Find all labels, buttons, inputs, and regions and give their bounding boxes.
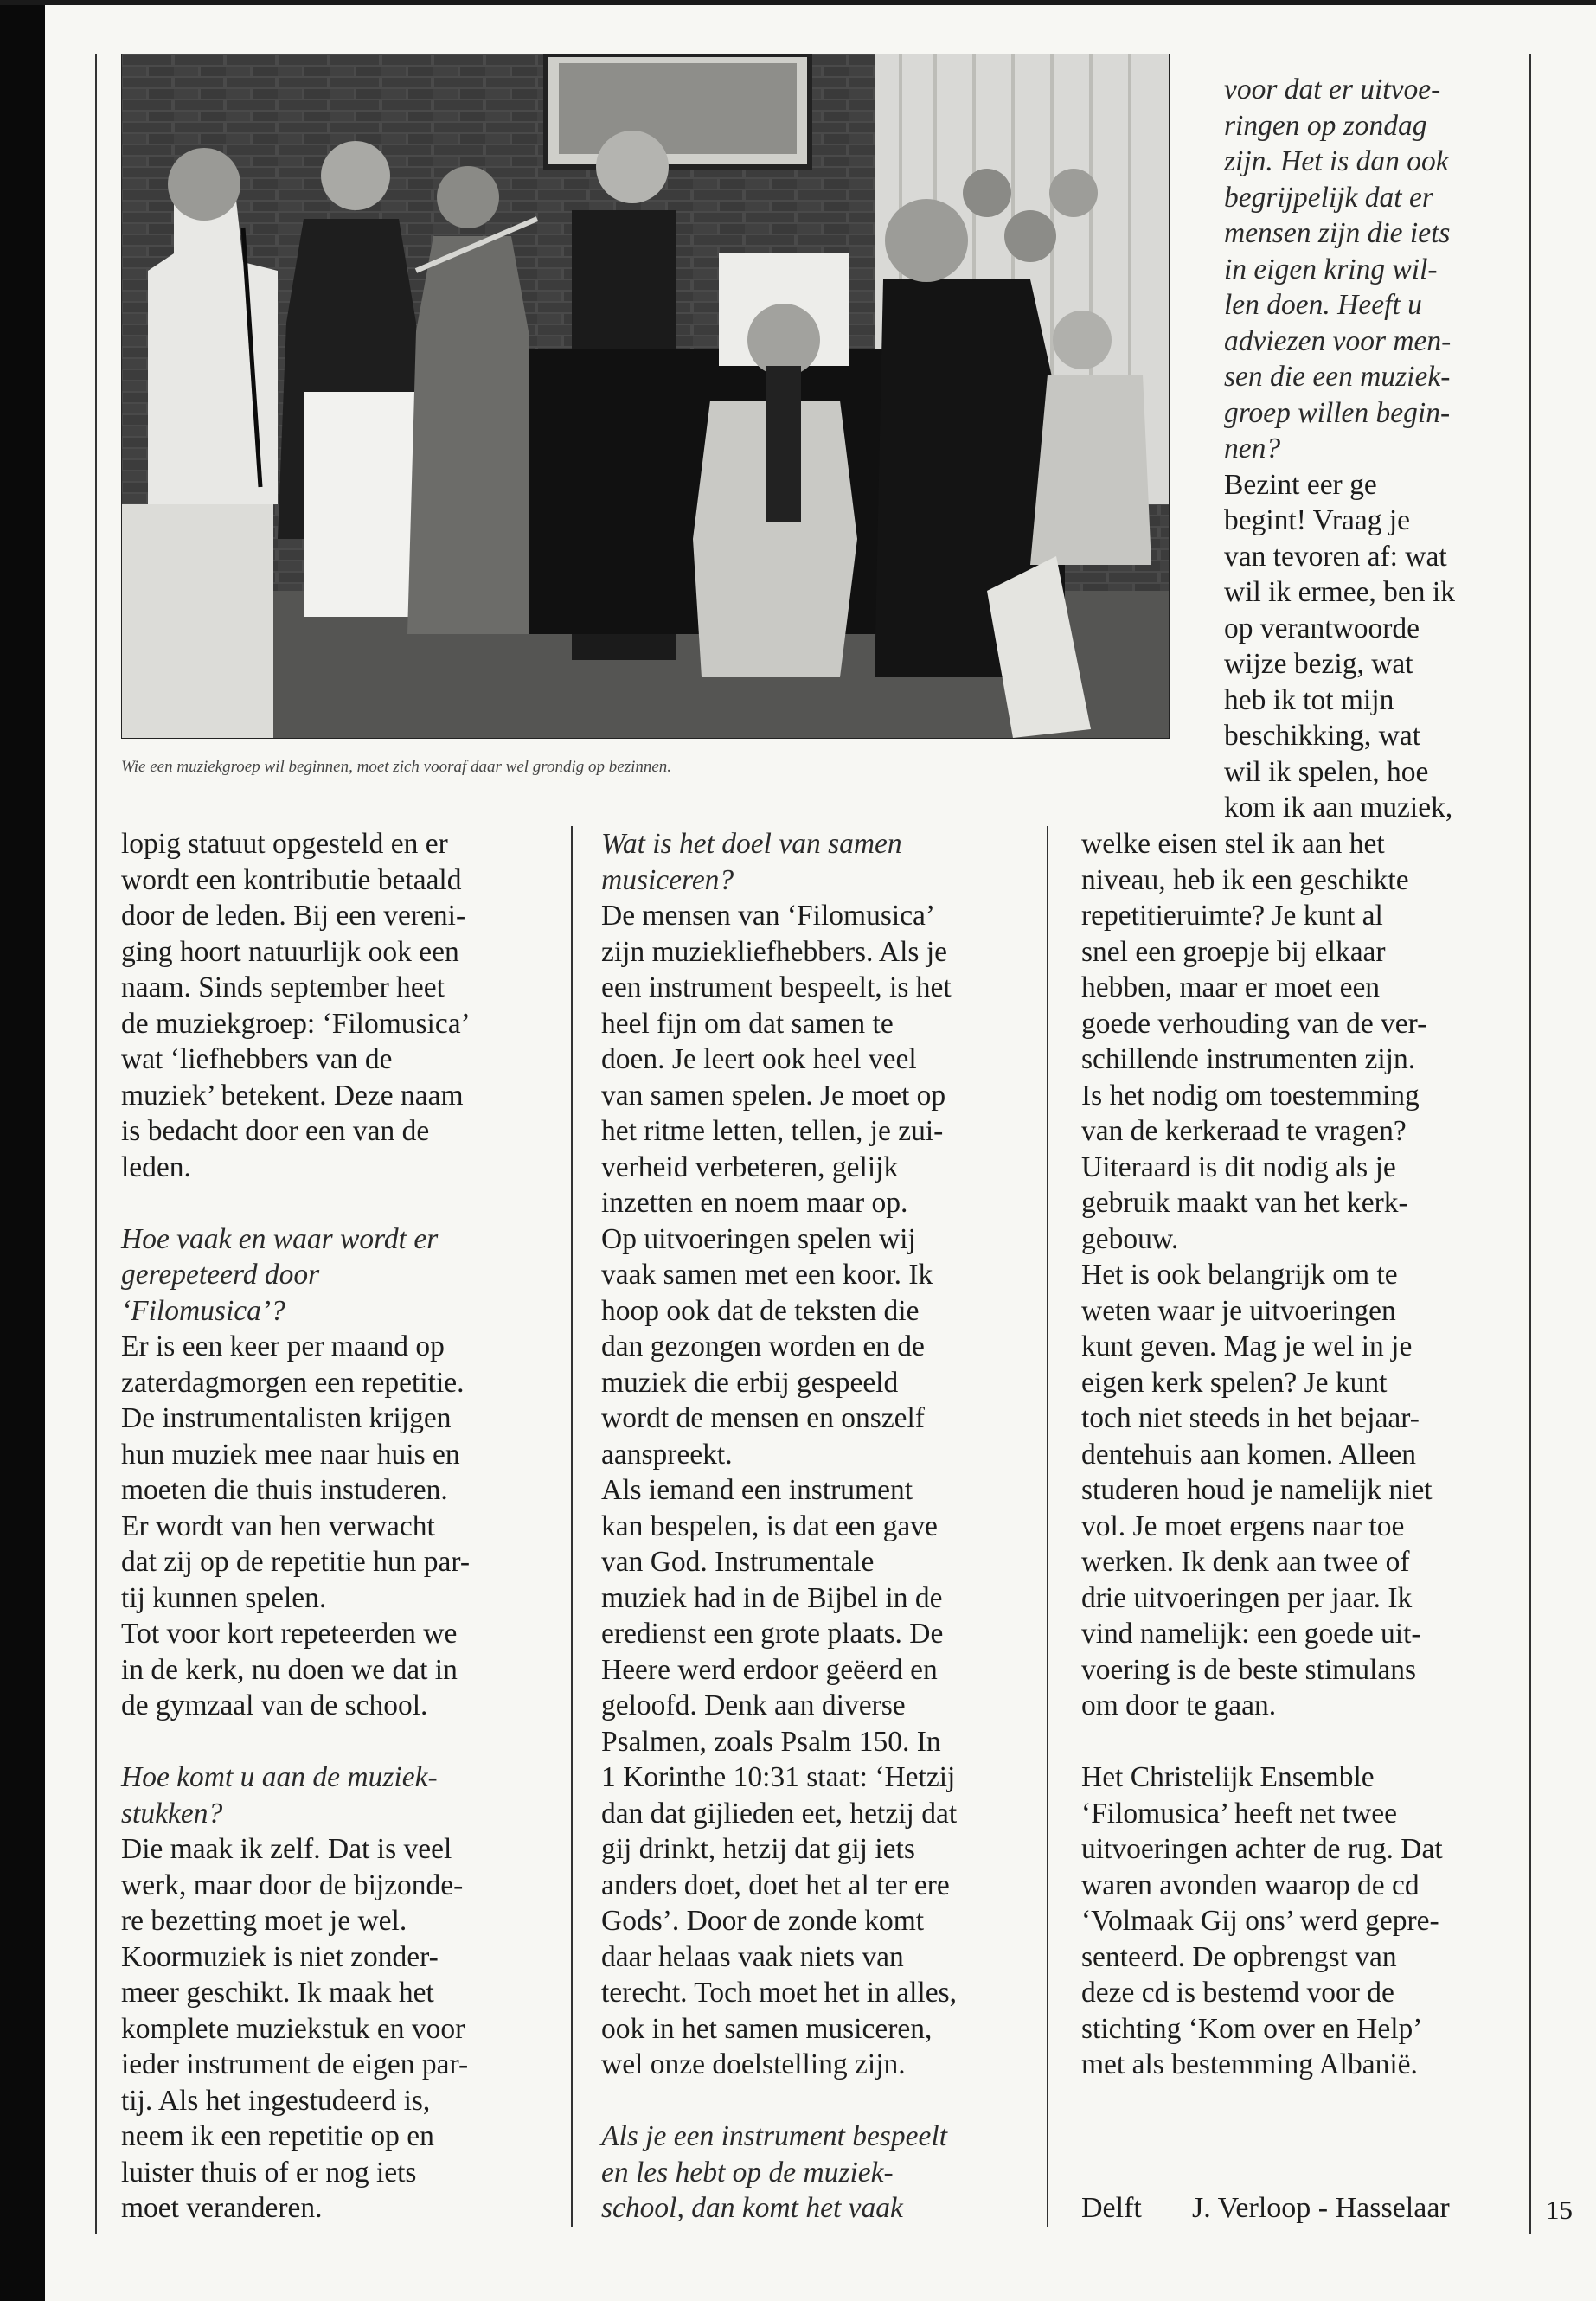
paragraph-gap: [601, 2083, 957, 2119]
body-text-line: vol. Je moet ergens naar toe: [1081, 1509, 1405, 1542]
body-text-line: muziek die erbij gespeeld: [601, 1366, 899, 1399]
body-text-line: studeren houd je namelijk niet: [1081, 1474, 1433, 1506]
body-text-line: Tot voor kort repeteerden we: [121, 1618, 458, 1650]
body-text-line: schillende instrumenten zijn.: [1081, 1043, 1416, 1075]
body-text-line: moeten die thuis instuderen.: [121, 1474, 448, 1506]
body-text-line: de muziekgroep: ‘Filomusica’: [121, 1007, 471, 1040]
body-text-line: leden.: [121, 1150, 191, 1183]
interview-question-line: Hoe vaak en waar wordt er: [121, 1222, 439, 1255]
body-text-line: neem ik een repetitie op en: [121, 2120, 434, 2152]
body-text-line: wat ‘liefhebbers van de: [121, 1043, 393, 1075]
body-text-line: luister thuis of er nog iets: [121, 2156, 417, 2189]
paragraph-gap: [121, 1185, 471, 1221]
body-text-line: Als iemand een instrument: [601, 1474, 913, 1506]
body-text-line: Het is ook belangrijk om te: [1081, 1259, 1398, 1291]
body-text-line: ieder instrument de eigen par-: [121, 2048, 469, 2080]
interview-question-line: gerepeteerd door: [121, 1259, 320, 1291]
body-text-line: dentehuis aan komen. Alleen: [1081, 1438, 1417, 1471]
body-text-line: begint! Vraag je: [1224, 504, 1411, 536]
body-text-line: ‘Filomusica’ heeft net twee: [1081, 1797, 1397, 1830]
body-text-line: gebouw.: [1081, 1222, 1179, 1255]
column-rule-left: [95, 54, 97, 2234]
body-text-line: deze cd is bestemd voor de: [1081, 1977, 1394, 2009]
paragraph-gap: [121, 1724, 471, 1760]
body-text-line: eredienst een grote plaats. De: [601, 1618, 944, 1650]
body-text-line: een instrument bespeelt, is het: [601, 971, 952, 1003]
body-text-line: lopig statuut opgesteld en er: [121, 828, 448, 860]
body-text-line: dat zij op de repetitie hun par-: [121, 1546, 471, 1578]
body-text-line: voering is de beste stimulans: [1081, 1653, 1417, 1686]
interview-question-line: adviezen voor men-: [1224, 324, 1452, 357]
body-text-line: verheid verbeteren, gelijk: [601, 1150, 899, 1183]
body-text-line: De mensen van ‘Filomusica’: [601, 900, 936, 932]
body-text-line: van samen spelen. Je moet op: [601, 1079, 946, 1112]
interview-question-line: ringen op zondag: [1224, 109, 1427, 142]
body-text-line: meer geschikt. Ik maak het: [121, 1977, 434, 2009]
group-photograph: [121, 54, 1170, 739]
body-text-line: van tevoren af: wat: [1224, 540, 1447, 573]
body-text-line: is bedacht door een van de: [121, 1115, 430, 1147]
article-column-3-top: [1224, 72, 1455, 826]
photograph-icon: [122, 54, 1169, 738]
interview-question-line: Als je een instrument bespeelt: [601, 2120, 948, 2152]
body-text-line: moet veranderen.: [121, 2192, 323, 2224]
article-column-1: [121, 826, 471, 2227]
body-text-line: kom ik aan muziek,: [1224, 792, 1453, 824]
article-column-2: [601, 826, 957, 2227]
body-text-line: repetitieruimte? Je kunt al: [1081, 900, 1383, 932]
interview-question-line: in eigen kring wil-: [1224, 253, 1438, 285]
body-text-line: weten waar je uitvoeringen: [1081, 1294, 1396, 1327]
body-text-line: door de leden. Bij een vereni-: [121, 900, 466, 932]
body-text-line: Gods’. Door de zonde komt: [601, 1905, 925, 1937]
footer-place: Delft: [1081, 2192, 1142, 2224]
body-text-line: gij drinkt, hetzij dat gij iets: [601, 1833, 915, 1865]
body-text-line: muziek had in de Bijbel in de: [601, 1581, 943, 1614]
body-text-line: kan bespelen, is dat een gave: [601, 1509, 938, 1542]
body-text-line: op verantwoorde: [1224, 612, 1420, 644]
body-text-line: drie uitvoeringen per jaar. Ik: [1081, 1581, 1413, 1614]
body-text-line: Het Christelijk Ensemble: [1081, 1761, 1375, 1793]
body-text-line: wijze bezig, wat: [1224, 648, 1413, 680]
body-text-line: Psalmen, zoals Psalm 150. In: [601, 1725, 941, 1758]
body-text-line: wel onze doelstelling zijn.: [601, 2048, 906, 2080]
body-text-line: anders doet, doet het al ter ere: [601, 1868, 950, 1901]
photo-caption: Wie een muziekgroep wil beginnen, moet zich vooraf daar wel grondig op bezinnen.: [121, 758, 672, 776]
body-text-line: Er wordt van hen verwacht: [121, 1509, 435, 1542]
article-column-3: [1081, 826, 1443, 2083]
scan-top-edge: [0, 0, 1596, 5]
scan-edge-bar: [0, 0, 45, 2301]
body-text-line: uitvoeringen achter de rug. Dat: [1081, 1833, 1443, 1865]
body-text-line: de gymzaal van de school.: [121, 1689, 428, 1721]
interview-question-line: Hoe komt u aan de muziek-: [121, 1761, 438, 1793]
interview-question-line: voor dat er uitvoe-: [1224, 74, 1441, 106]
body-text-line: zaterdagmorgen een repetitie.: [121, 1366, 465, 1399]
body-text-line: tij. Als het ingestudeerd is,: [121, 2084, 431, 2117]
body-text-line: inzetten en noem maar op.: [601, 1187, 908, 1219]
paragraph-gap: [1081, 1724, 1443, 1760]
body-text-line: wordt een kontributie betaald: [121, 863, 462, 896]
body-text-line: doen. Je leert ook heel veel: [601, 1043, 917, 1075]
interview-question-line: begrijpelijk dat er: [1224, 181, 1433, 214]
body-text-line: Uiteraard is dit nodig als je: [1081, 1150, 1396, 1183]
interview-question-line: nen?: [1224, 433, 1281, 465]
interview-question-line: zijn. Het is dan ook: [1224, 145, 1449, 177]
body-text-line: werk, maar door de bijzonde-: [121, 1868, 464, 1901]
interview-question-line: musiceren?: [601, 863, 734, 896]
body-text-line: wil ik spelen, hoe: [1224, 755, 1429, 788]
body-text-line: dan dat gijlieden eet, hetzij dat: [601, 1797, 958, 1830]
body-text-line: werken. Ik denk aan twee of: [1081, 1546, 1410, 1578]
body-text-line: beschikking, wat: [1224, 720, 1421, 752]
body-text-line: Op uitvoeringen spelen wij: [601, 1222, 916, 1255]
body-text-line: vaak samen met een koor. Ik: [601, 1259, 933, 1291]
page-number: 15: [1546, 2195, 1573, 2225]
body-text-line: terecht. Toch moet het in alles,: [601, 1977, 957, 2009]
column-rule-1: [571, 826, 573, 2227]
body-text-line: wordt de mensen en onszelf: [601, 1402, 925, 1434]
body-text-line: van God. Instrumentale: [601, 1546, 875, 1578]
interview-question-line: en les hebt op de muziek-: [601, 2156, 894, 2189]
body-text-line: tij kunnen spelen.: [121, 1581, 327, 1614]
interview-question-line: mensen zijn die iets: [1224, 217, 1451, 249]
body-text-line: Die maak ik zelf. Dat is veel: [121, 1833, 452, 1865]
body-text-line: met als bestemming Albanië.: [1081, 2048, 1418, 2080]
body-text-line: wil ik ermee, ben ik: [1224, 576, 1455, 608]
body-text-line: van de kerkeraad te vragen?: [1081, 1115, 1407, 1147]
body-text-line: hun muziek mee naar huis en: [121, 1438, 460, 1471]
body-text-line: snel een groepje bij elkaar: [1081, 935, 1386, 968]
body-text-line: Heere werd erdoor geëerd en: [601, 1653, 938, 1686]
body-text-line: 1 Korinthe 10:31 staat: ‘Hetzij: [601, 1761, 956, 1793]
interview-question-line: ‘Filomusica’?: [121, 1294, 285, 1327]
body-text-line: kunt geven. Mag je wel in je: [1081, 1330, 1413, 1362]
body-text-line: gebruik maakt van het kerk-: [1081, 1187, 1408, 1219]
footer-author: J. Verloop - Hasselaar: [1192, 2192, 1450, 2224]
body-text-line: heb ik tot mijn: [1224, 683, 1394, 716]
body-text-line: waren avonden waarop de cd: [1081, 1868, 1420, 1901]
body-text-line: ging hoort natuurlijk ook een: [121, 935, 459, 968]
body-text-line: Koormuziek is niet zonder-: [121, 1940, 439, 1973]
column-rule-right: [1529, 54, 1531, 2234]
body-text-line: ‘Volmaak Gij ons’ werd gepre-: [1081, 1905, 1439, 1937]
body-text-line: Er is een keer per maand op: [121, 1330, 445, 1362]
body-text-line: daar helaas vaak niets van: [601, 1940, 904, 1973]
body-text-line: om door te gaan.: [1081, 1689, 1277, 1721]
body-text-line: re bezetting moet je wel.: [121, 1905, 407, 1937]
interview-question-line: groep willen begin-: [1224, 396, 1451, 429]
body-text-line: in de kerk, nu doen we dat in: [121, 1653, 458, 1686]
body-text-line: toch niet steeds in het bejaar-: [1081, 1402, 1420, 1434]
interview-question-line: len doen. Heeft u: [1224, 289, 1422, 321]
body-text-line: vind namelijk: een goede uit-: [1081, 1618, 1421, 1650]
body-text-line: naam. Sinds september heet: [121, 971, 445, 1003]
body-text-line: niveau, heb ik een geschikte: [1081, 863, 1409, 896]
body-text-line: zijn muziekliefhebbers. Als je: [601, 935, 948, 968]
body-text-line: geloofd. Denk aan diverse: [601, 1689, 906, 1721]
body-text-line: Bezint eer ge: [1224, 468, 1377, 501]
body-text-line: aanspreekt.: [601, 1438, 733, 1471]
interview-question-line: Wat is het doel van samen: [601, 828, 902, 860]
body-text-line: De instrumentalisten krijgen: [121, 1402, 452, 1434]
body-text-line: hoop ook dat de teksten die: [601, 1294, 920, 1327]
body-text-line: dan gezongen worden en de: [601, 1330, 925, 1362]
body-text-line: het ritme letten, tellen, je zui-: [601, 1115, 944, 1147]
interview-question-line: school, dan komt het vaak: [601, 2192, 903, 2224]
body-text-line: heel fijn om dat samen te: [601, 1007, 894, 1040]
body-text-line: ook in het samen musiceren,: [601, 2012, 933, 2045]
body-text-line: welke eisen stel ik aan het: [1081, 828, 1385, 860]
body-text-line: eigen kerk spelen? Je kunt: [1081, 1366, 1388, 1399]
body-text-line: stichting ‘Kom over en Help’: [1081, 2012, 1423, 2045]
body-text-line: muziek’ betekent. Deze naam: [121, 1079, 464, 1112]
interview-question-line: sen die een muziek-: [1224, 361, 1451, 393]
body-text-line: goede verhouding van de ver-: [1081, 1007, 1427, 1040]
column-rule-2: [1047, 826, 1048, 2227]
body-text-line: komplete muziekstuk en voor: [121, 2012, 465, 2045]
body-text-line: hebben, maar er moet een: [1081, 971, 1381, 1003]
interview-question-line: stukken?: [121, 1797, 223, 1830]
body-text-line: senteerd. De opbrengst van: [1081, 1940, 1397, 1973]
body-text-line: Is het nodig om toestemming: [1081, 1079, 1420, 1112]
